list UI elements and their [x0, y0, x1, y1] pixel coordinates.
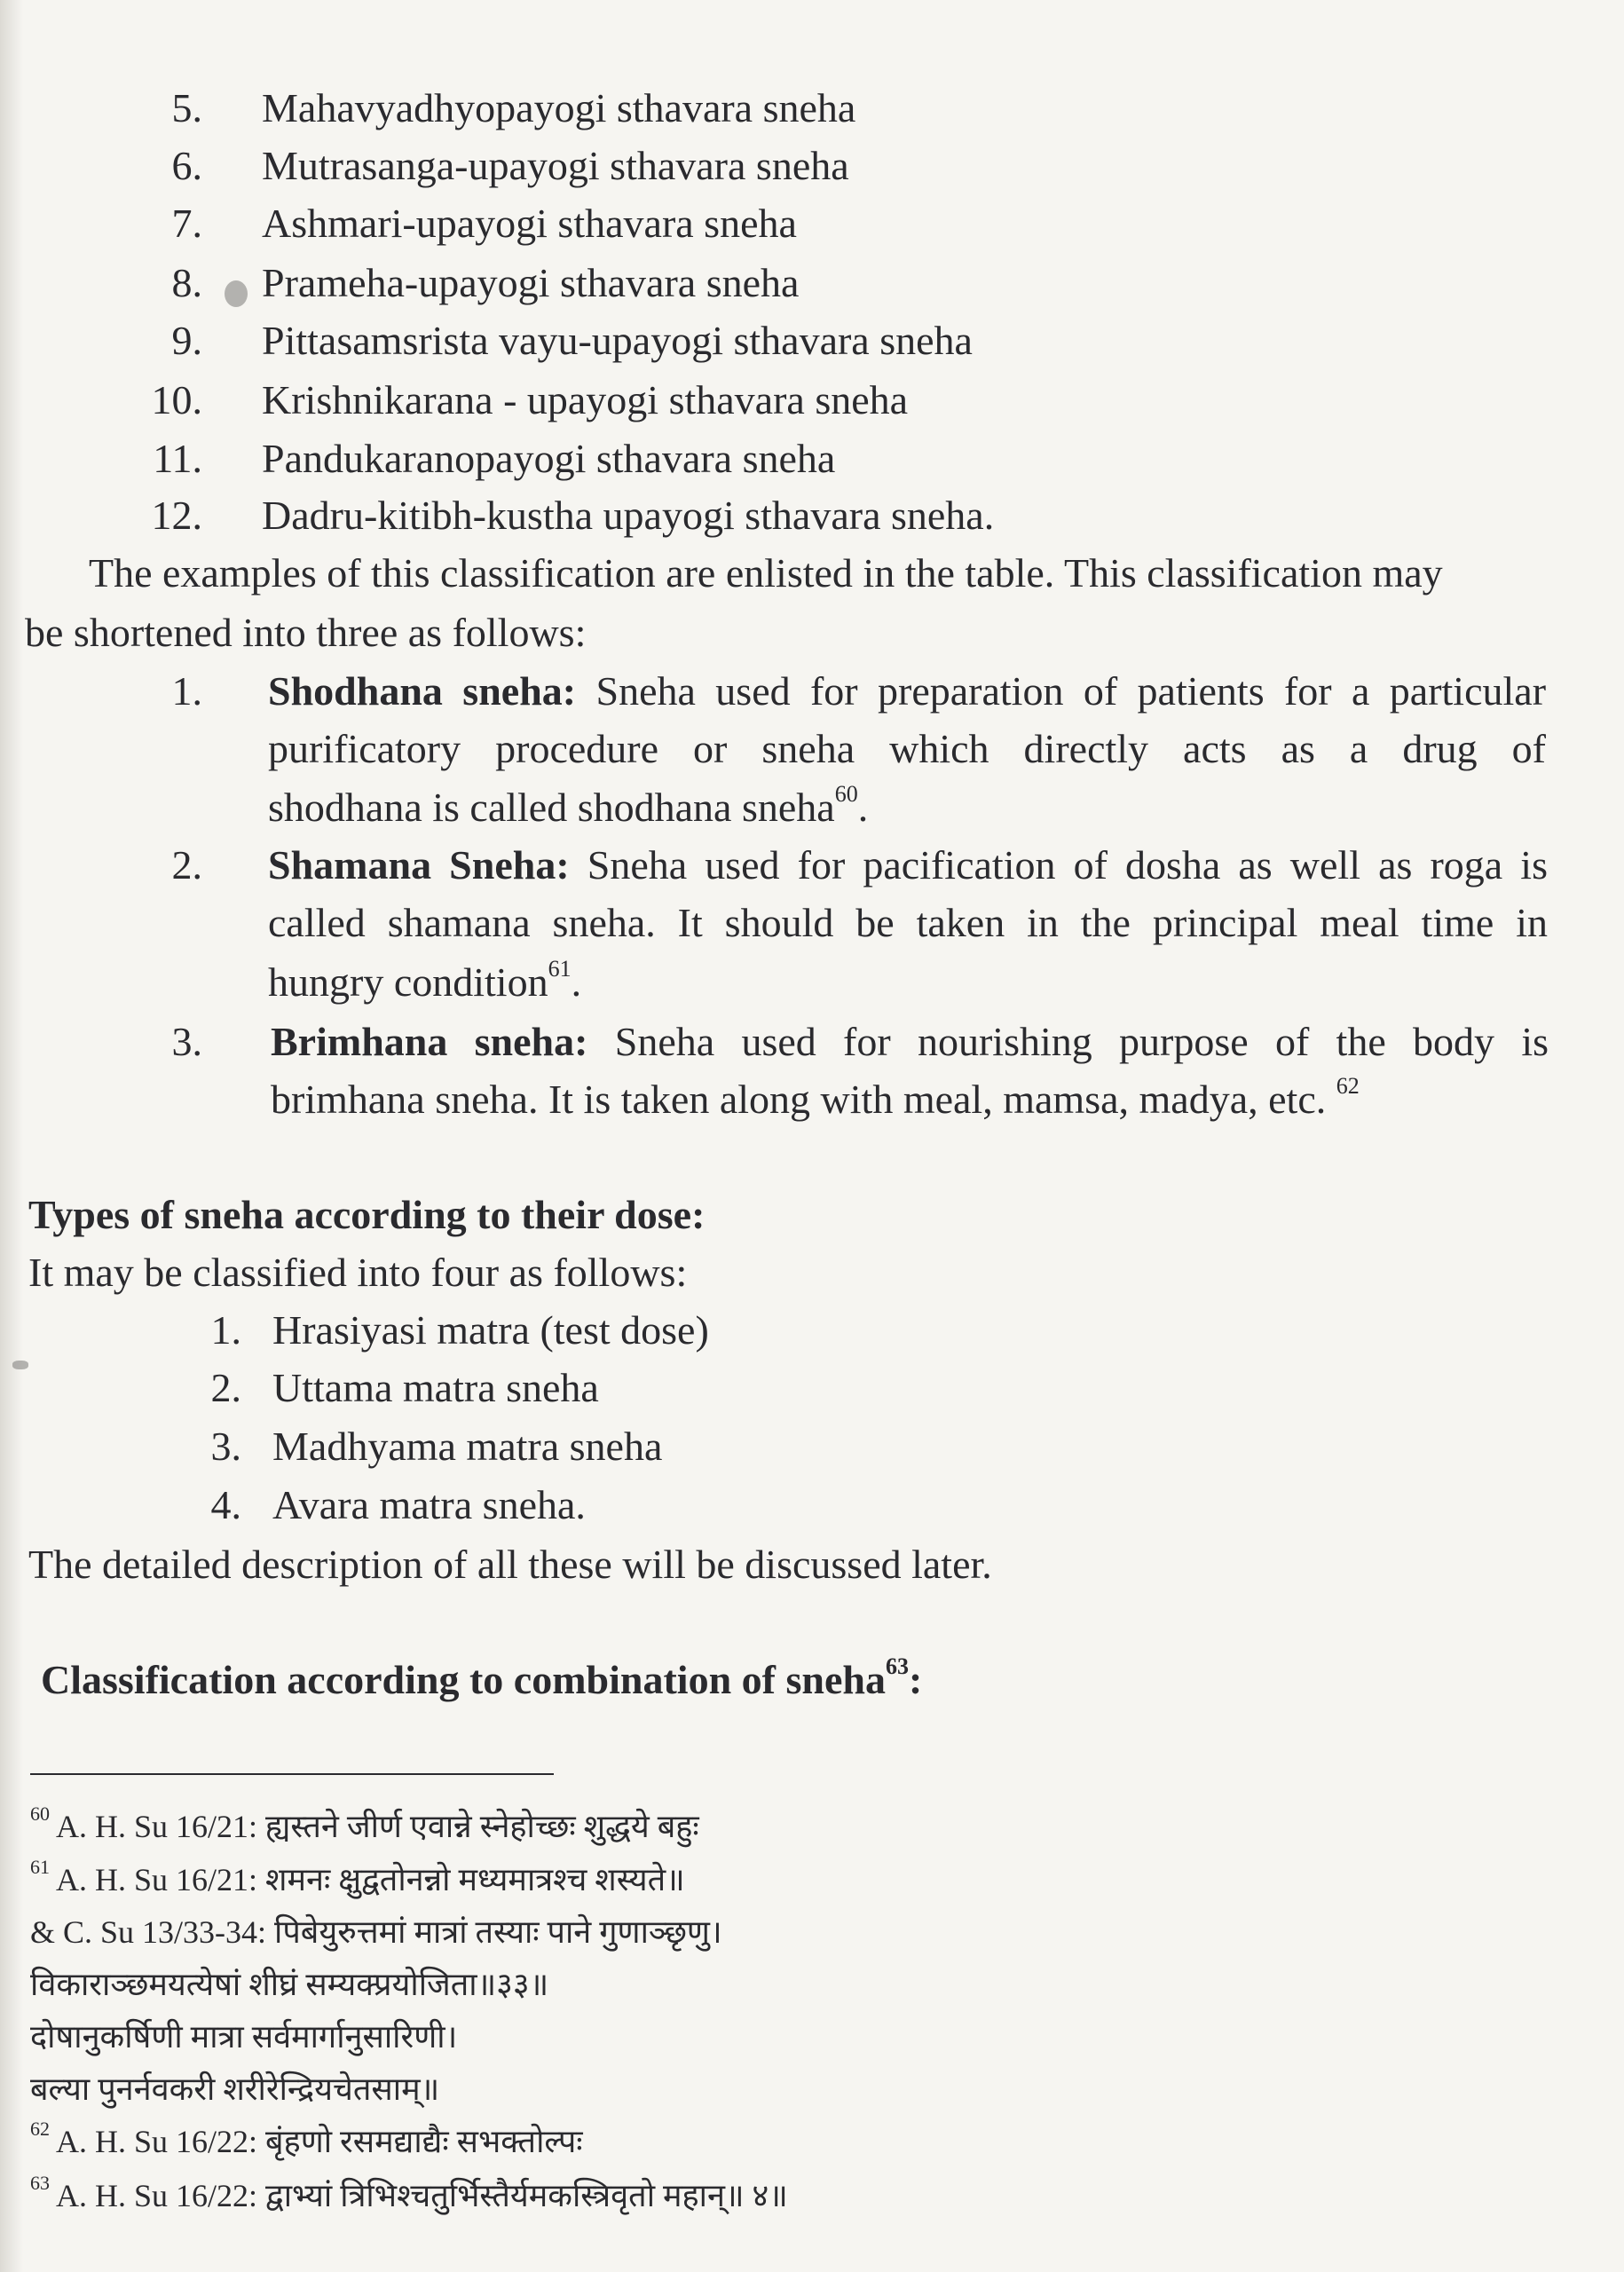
footnote-text: A. H. Su 16/22: बृंहणो रसमद्याद्यैः सभक्तोल्पः	[50, 2124, 583, 2159]
definition-text: Sneha used for pacification of dosha as well as roga is	[587, 842, 1548, 888]
list-number: 2.	[210, 1365, 241, 1410]
footnote-text: बल्या पुनर्नवकरी शरीरेन्द्रियचेतसाम्॥	[30, 2071, 440, 2107]
list-item: Avara matra sneha.	[272, 1482, 586, 1527]
footnote-ref: 61	[548, 955, 572, 982]
term-title: Shamana Sneha:	[268, 842, 570, 888]
footnote-ref: 63	[885, 1653, 909, 1679]
footnote	[30, 1856, 685, 1899]
definition-text: hungry condition	[268, 959, 548, 1005]
list-item: Prameha-upayogi sthavara sneha	[262, 260, 800, 305]
footnote-text: A. H. Su 16/21: ह्यस्तने जीर्ण एवान्ने स्नेहोच्छः शुद्धये बहुः	[50, 1809, 699, 1844]
term-title: Shodhana sneha:	[268, 668, 577, 714]
definition-text: Sneha used for preparation of patients for a particular	[595, 668, 1547, 714]
list-number: 10.	[151, 377, 202, 422]
list-item: Pandukaranopayogi sthavara sneha	[262, 436, 836, 481]
list-number: 7.	[171, 201, 202, 246]
section-heading-combination	[41, 1653, 923, 1704]
definition-text: called shamana sneha. It should be taken in the principal meal time in	[268, 900, 1548, 945]
footnote	[30, 2172, 788, 2215]
footnote-number: 61	[30, 1856, 50, 1878]
footnote-number: 63	[30, 2172, 50, 2194]
list-number: 5.	[171, 85, 202, 130]
footnote	[30, 2118, 583, 2161]
term-title: Brimhana sneha:	[271, 1019, 588, 1064]
list-item: Krishnikarana - upayogi sthavara sneha	[262, 377, 909, 422]
footnote-number: 62	[30, 2118, 50, 2140]
definition-text: Sneha used for nourishing purpose of the body is	[614, 1019, 1549, 1064]
definition-text: brimhana sneha. It is taken along with meal, mamsa, madya, etc.	[271, 1077, 1336, 1122]
list-number: 3.	[171, 1019, 202, 1064]
footnote	[30, 1913, 722, 1952]
punctuation: .	[857, 785, 869, 830]
footnote-text: & C. Su 13/33-34: पिबेयुरुत्तमां मात्रां तस्याः पाने गुणाञ्छृणु।	[30, 1914, 722, 1950]
list-number: 9.	[171, 318, 202, 363]
footnote-text: विकाराञ्छमयत्येषां शीघ्रं सम्यक्प्रयोजिता॥३३॥	[30, 1967, 549, 2002]
footnote-ref: 62	[1336, 1072, 1360, 1099]
list-item: Ashmari-upayogi sthavara sneha	[262, 201, 797, 246]
list-number: 1.	[171, 668, 202, 714]
footnote	[30, 1803, 699, 1846]
footnote-text: A. H. Su 16/21: शमनः क्षुद्वतोनन्नो मध्यमात्रश्च शस्यते॥	[50, 1862, 685, 1897]
heading-text: Classification according to combination of sneha	[41, 1657, 886, 1702]
definition-text: shodhana is called shodhana sneha	[268, 785, 835, 830]
punctuation: .	[571, 959, 582, 1005]
list-number: 11.	[153, 436, 202, 481]
list-number: 8.	[171, 260, 202, 305]
list-item: Mutrasanga-upayogi sthavara sneha	[262, 143, 849, 188]
footnote	[30, 2017, 457, 2056]
list-item: Madhyama matra sneha	[272, 1424, 663, 1469]
list-item: Pittasamsrista vayu-upayogi sthavara sneha	[262, 318, 973, 363]
list-item: Mahavyadhyopayogi sthavara sneha	[262, 85, 856, 130]
list-number: 2.	[171, 842, 202, 888]
footnote-ref: 60	[834, 780, 858, 807]
footnote-text: दोषानुकर्षिणी मात्रा सर्वमार्गानुसारिणी।	[30, 2019, 458, 2055]
list-number: 12.	[151, 493, 202, 538]
paragraph-line: It may be classified into four as follows:	[28, 1250, 688, 1295]
list-number: 4.	[210, 1482, 241, 1527]
ink-smudge	[225, 280, 248, 307]
list-item: Uttama matra sneha	[272, 1365, 599, 1410]
list-number: 3.	[210, 1424, 241, 1469]
section-heading-dose: Types of sneha according to their dose:	[28, 1192, 706, 1237]
paragraph-line: The examples of this classification are enlisted in the table. This classification may	[89, 550, 1443, 596]
list-item: Dadru-kitibh-kustha upayogi sthavara sneha.	[262, 493, 995, 538]
footnote-separator	[30, 1773, 554, 1775]
punctuation: :	[908, 1657, 923, 1702]
footnote	[30, 1965, 548, 2004]
definition-text: purificatory procedure or sneha which directly acts as a drug of	[268, 726, 1546, 771]
list-number: 1.	[210, 1307, 241, 1353]
paragraph-line: be shortened into three as follows:	[25, 610, 587, 655]
ink-mark	[12, 1361, 28, 1369]
footnote-text: A. H. Su 16/22: द्वाभ्यां त्रिभिश्चतुर्भिस्तैर्यमकस्त्रिवृतो महान्॥ ४॥	[50, 2178, 788, 2213]
page-gutter-shadow	[0, 0, 23, 2272]
paragraph-line: The detailed description of all these will be discussed later.	[28, 1542, 992, 1587]
footnote-number: 60	[30, 1803, 50, 1825]
list-item: Hrasiyasi matra (test dose)	[272, 1307, 709, 1353]
list-number: 6.	[171, 143, 202, 188]
footnote	[30, 2070, 439, 2109]
